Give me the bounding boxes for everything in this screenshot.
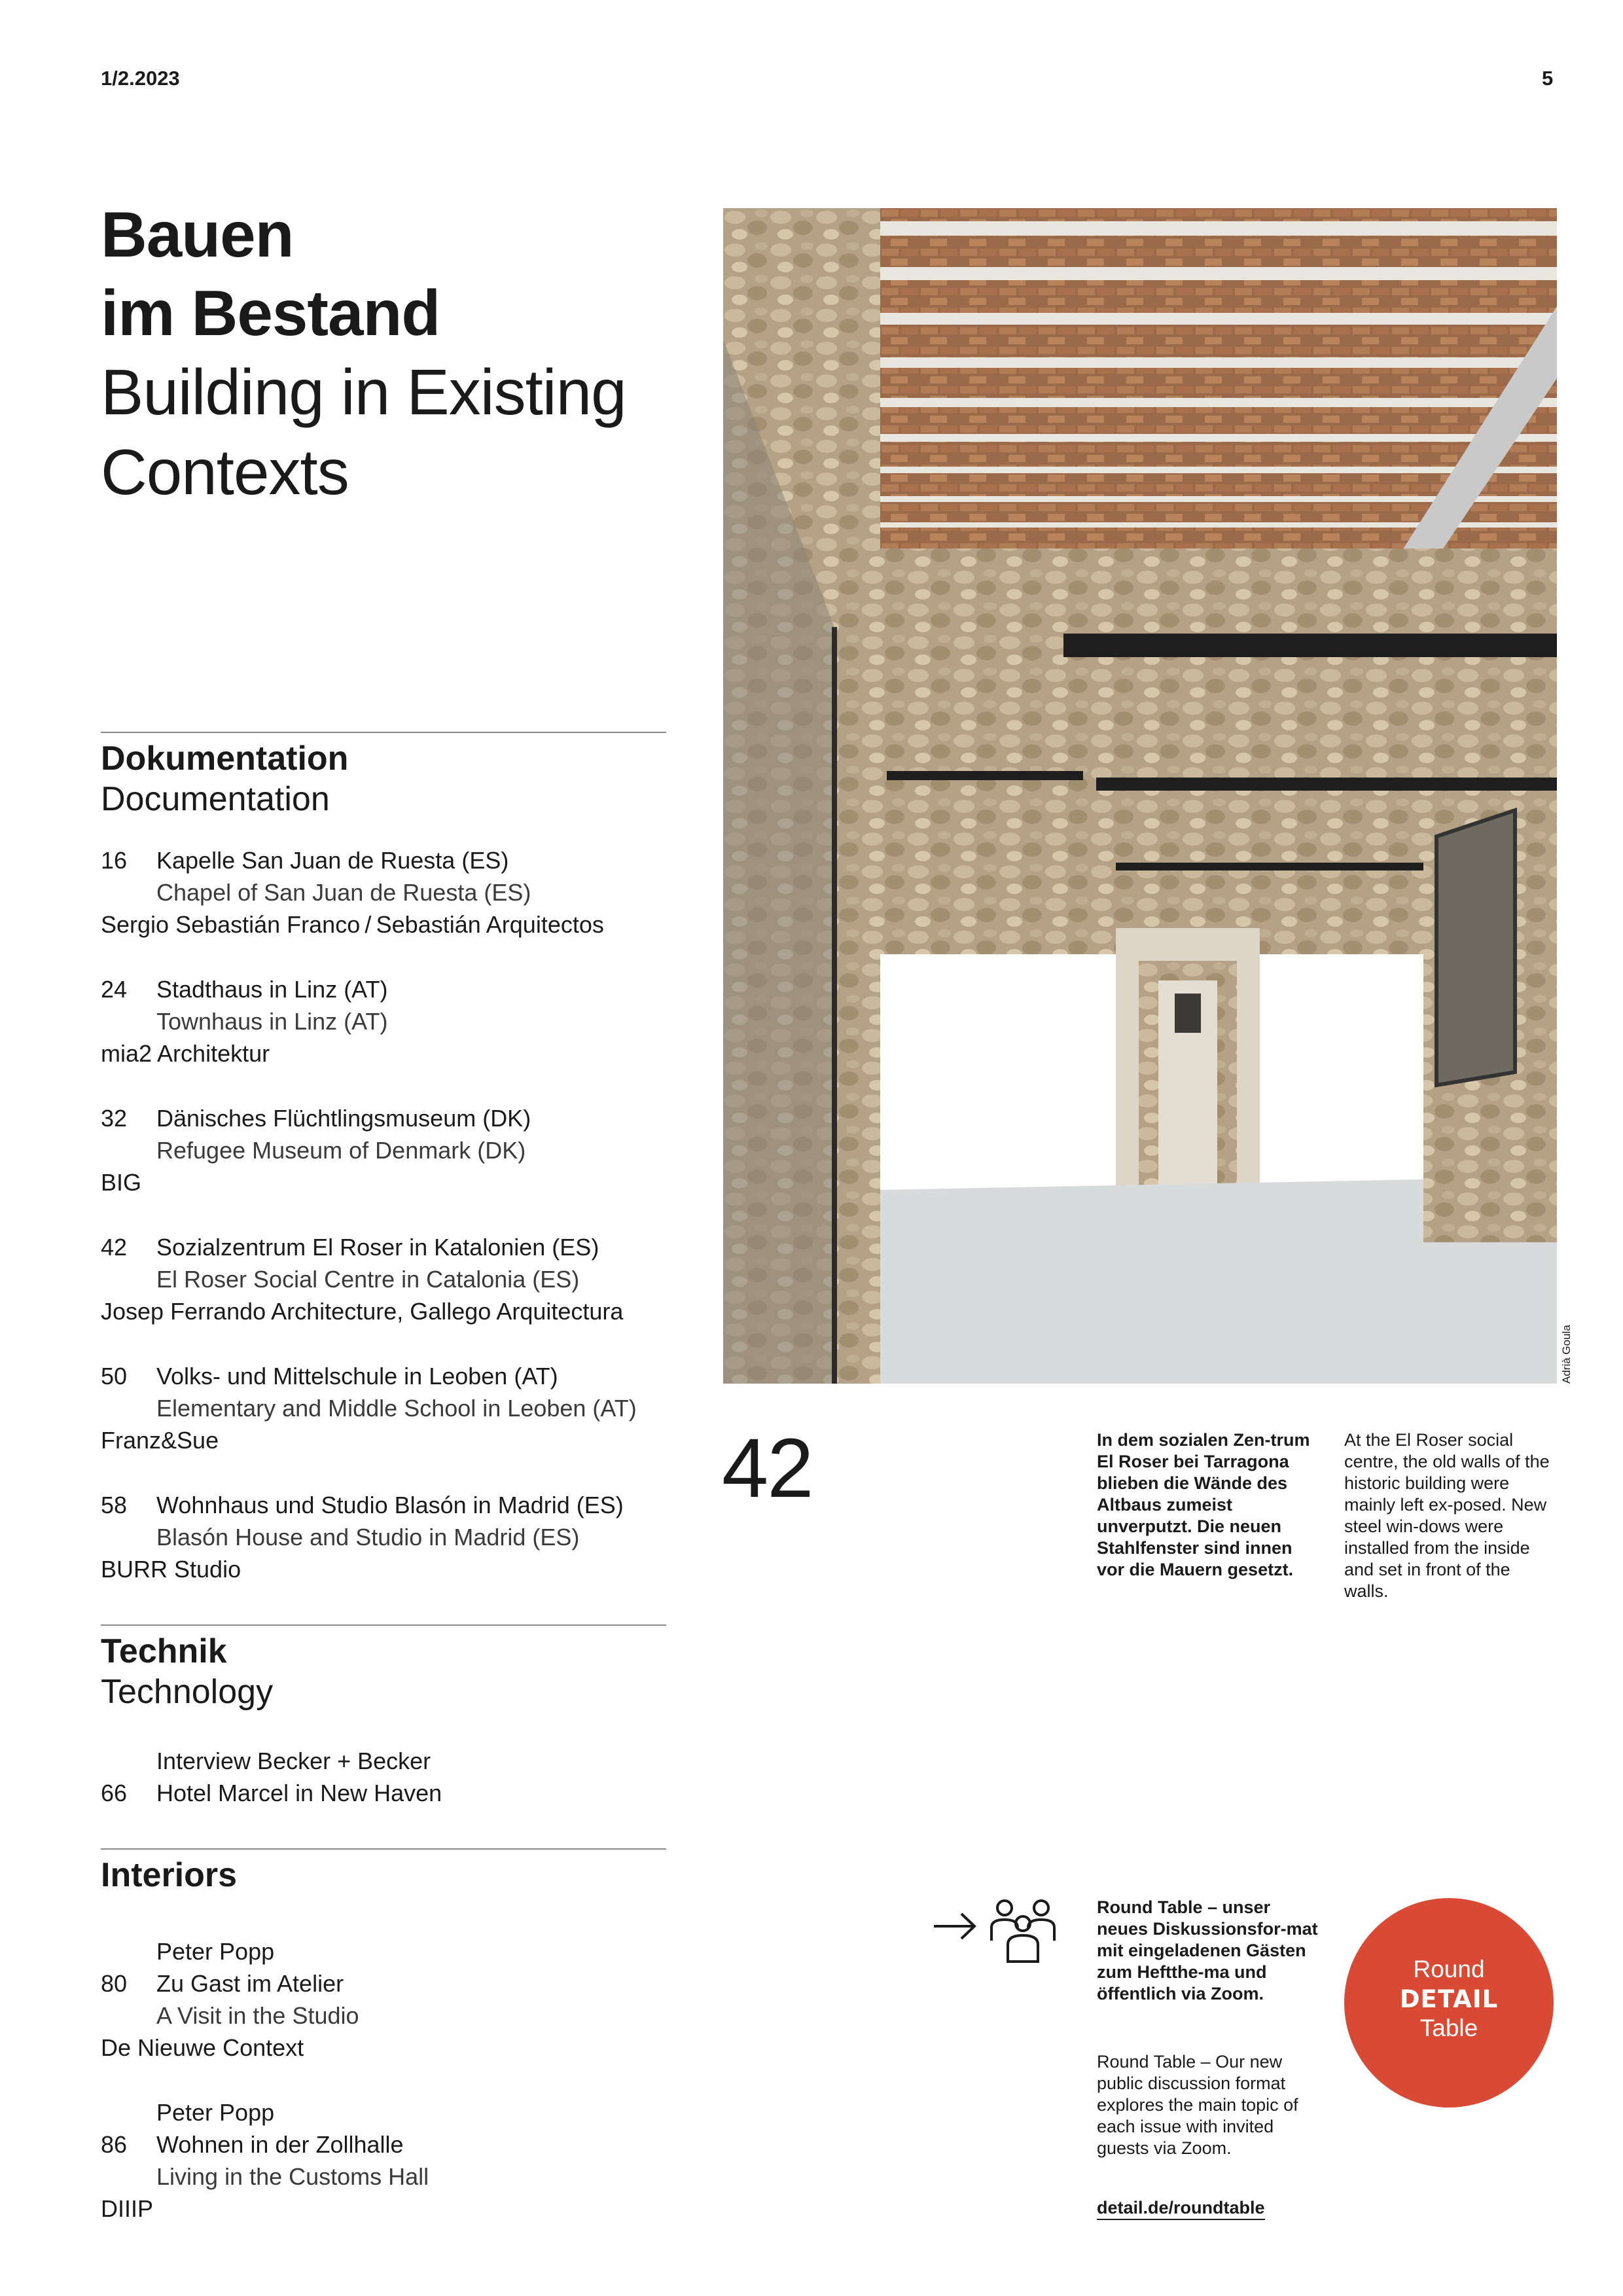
entry-architect: BIG	[101, 1169, 142, 1196]
entry-page: 58	[101, 1492, 128, 1518]
entry-title-en: A Visit in the Studio	[156, 2002, 359, 2029]
title-line-4: Contexts	[101, 436, 349, 508]
feature-photo	[723, 208, 1557, 1384]
entry-title-de: Sozialzentrum El Roser in Katalonien (ES)	[156, 1234, 599, 1261]
entry-page: 86	[101, 2131, 128, 2158]
entry-architect: mia2 Architektur	[101, 1040, 270, 1067]
badge-line-3: Table	[1419, 2015, 1478, 2041]
feature-page-number: 42	[722, 1422, 813, 1515]
section-title-en: Documentation	[101, 780, 330, 818]
entry-architect: Josep Ferrando Architecture, Gallego Arquitectura	[101, 1298, 624, 1325]
section-title-de: Technik	[101, 1632, 227, 1670]
page-number: 5	[1542, 67, 1554, 90]
section-title-de: Dokumentation	[101, 740, 349, 778]
toc-entry[interactable]	[101, 1745, 677, 1809]
entry-page: 50	[101, 1363, 128, 1390]
toc-entry[interactable]	[101, 844, 677, 941]
entry-subtitle: Interview Becker + Becker	[156, 1748, 431, 1774]
title-line-3: Building in Existing	[101, 356, 626, 428]
entry-title-en: Blasón House and Studio in Madrid (ES)	[156, 1524, 580, 1551]
title-line-1: Bauen	[101, 198, 294, 270]
round-table-text-de: Round Table – unser neues Diskussionsfor-mat mit eingeladenen Gästen zum Heftthe-ma und öffentlich via Zoom.	[1097, 1897, 1318, 2003]
toc-entry[interactable]	[101, 1102, 677, 1198]
people-group-icon	[988, 1895, 1058, 1964]
entry-title-en: Elementary and Middle School in Leoben (AT)	[156, 1395, 637, 1422]
entry-title-de: Stadthaus in Linz (AT)	[156, 976, 388, 1003]
entry-architect: DIIIP	[101, 2195, 154, 2222]
entry-page: 42	[101, 1234, 128, 1261]
entry-page: 80	[101, 1970, 128, 1997]
entry-architect: De Nieuwe Context	[101, 2034, 304, 2061]
entry-page: 66	[101, 1780, 128, 1806]
arrow-right-icon	[933, 1910, 978, 1943]
round-table-link[interactable]: detail.de/roundtable	[1097, 2198, 1265, 2220]
toc-entry[interactable]	[101, 973, 677, 1069]
entry-title-de: Dänisches Flüchtlingsmuseum (DK)	[156, 1105, 531, 1132]
entry-title-de: Wohnhaus und Studio Blasón in Madrid (ES)	[156, 1492, 624, 1518]
page-title	[101, 195, 690, 512]
entry-page: 24	[101, 976, 128, 1003]
badge-line-2: DETAIL	[1399, 1985, 1499, 2013]
entry-title-de: Zu Gast im Atelier	[156, 1970, 344, 1997]
entry-title-en: Chapel of San Juan de Ruesta (ES)	[156, 879, 531, 906]
entry-architect: BURR Studio	[101, 1556, 241, 1583]
section-heading-documentation	[101, 738, 348, 819]
entry-architect: Franz&Sue	[101, 1427, 219, 1454]
photo-credit: Adrià Goula	[1560, 1325, 1573, 1384]
round-table-text-en: Round Table – Our new public discussion format explores the main topic of each issue with invited guests via Zoom.	[1097, 2052, 1298, 2158]
toc-entry[interactable]	[101, 1489, 677, 1585]
entry-title-en: El Roser Social Centre in Catalonia (ES)	[156, 1266, 580, 1293]
photo-illustration	[723, 208, 1557, 1384]
divider	[101, 1624, 666, 1626]
entry-page: 32	[101, 1105, 128, 1132]
entry-author: Peter Popp	[156, 1938, 275, 1965]
toc-entry[interactable]	[101, 1360, 677, 1456]
section-title-en: Technology	[101, 1673, 274, 1711]
round-table-badge	[1344, 1898, 1554, 2108]
entry-architect: Sergio Sebastián Franco / Sebastián Arquitectos	[101, 911, 604, 938]
toc-entry[interactable]	[101, 1935, 677, 2064]
section-title-de: Interiors	[101, 1856, 238, 1894]
caption-de: In dem sozialen Zen-trum El Roser bei Tarragona blieben die Wände des Altbaus zumeist unverputzt. Die neuen Stahlfenster sind innen vor die Mauern gesetzt.	[1097, 1430, 1310, 1579]
entry-title: Hotel Marcel in New Haven	[156, 1780, 442, 1806]
entry-title-de: Wohnen in der Zollhalle	[156, 2131, 404, 2158]
section-heading-interiors	[101, 1855, 237, 1895]
caption-en: At the El Roser social centre, the old walls of the historic building were mainly left ex-posed. New steel win-dows were installed from the inside and set in front of the walls.	[1344, 1430, 1550, 1601]
toc-entry[interactable]	[101, 2096, 677, 2225]
entry-page: 16	[101, 847, 128, 874]
divider	[101, 1848, 666, 1850]
badge-line-1: Round	[1413, 1956, 1485, 1982]
entry-title-en: Townhaus in Linz (AT)	[156, 1008, 388, 1035]
issue-date: 1/2.2023	[101, 67, 180, 90]
divider	[101, 732, 666, 733]
section-heading-technology	[101, 1631, 273, 1712]
entry-title-en: Refugee Museum of Denmark (DK)	[156, 1137, 526, 1164]
title-line-2: im Bestand	[101, 277, 440, 349]
entry-author: Peter Popp	[156, 2099, 275, 2126]
entry-title-de: Volks- und Mittelschule in Leoben (AT)	[156, 1363, 558, 1390]
entry-title-de: Kapelle San Juan de Ruesta (ES)	[156, 847, 509, 874]
toc-entry[interactable]	[101, 1231, 677, 1327]
entry-title-en: Living in the Customs Hall	[156, 2163, 429, 2190]
